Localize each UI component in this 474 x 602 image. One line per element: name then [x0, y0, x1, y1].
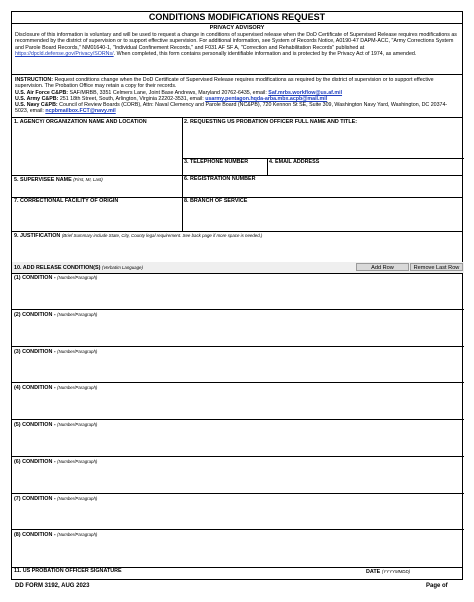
officer-signature-field[interactable] — [12, 567, 364, 581]
condition-row[interactable] — [12, 420, 464, 457]
privacy-sorn-link[interactable]: https://dpcld.defense.gov/Privacy/SORNs/ — [15, 50, 114, 57]
condition-label: (5) CONDITION - — [14, 422, 56, 428]
telephone-label: 3. TELEPHONE NUMBER — [184, 159, 249, 165]
conditions-list — [12, 273, 464, 567]
condition-label: (8) CONDITION - — [14, 532, 56, 539]
air-force-label: U.S. Air Force C&PB: — [15, 89, 69, 96]
justification-label: 9. JUSTIFICATION — [14, 233, 61, 239]
fields-grid — [12, 118, 462, 581]
condition-hint: (Number/Paragraph) — [57, 495, 98, 501]
instruction-text — [15, 77, 459, 90]
form-container — [11, 11, 463, 580]
condition-label: (6) CONDITION - — [14, 458, 56, 465]
release-conditions-title: 10. ADD RELEASE CONDITION(S) — [14, 265, 101, 271]
navy-contact — [15, 102, 459, 115]
navy-email-link[interactable]: ncpbmailbox.FCT@navy.mil — [45, 108, 116, 115]
email-field[interactable] — [267, 158, 464, 174]
condition-hint: (Number/Paragraph) — [57, 532, 98, 538]
release-conditions-hint: (Verbatim Language) — [101, 265, 143, 270]
condition-row[interactable] — [12, 273, 464, 310]
page-number: Page of — [426, 583, 448, 589]
justification-field[interactable] — [12, 231, 464, 262]
condition-hint: (Number/Paragraph) — [57, 275, 98, 280]
form-title: CONDITIONS MODIFICATIONS REQUEST — [12, 12, 462, 24]
condition-label: (1) CONDITION - — [14, 275, 56, 281]
condition-row[interactable] — [12, 457, 464, 494]
supervisee-hint: (First, MI, Last) — [73, 177, 103, 182]
release-conditions-header — [12, 262, 464, 273]
condition-label: (7) CONDITION - — [14, 495, 56, 502]
signature-label: 11. US PROBATION OFFICER SIGNATURE — [14, 568, 122, 574]
officer-name-field[interactable] — [182, 118, 464, 136]
grid-line — [182, 158, 464, 159]
agency-field[interactable] — [12, 118, 182, 174]
officer-name-label: 2. REQUESTING US PROBATION OFFICER FULL NAME AND TITLE: — [184, 119, 357, 125]
branch-label: 8. BRANCH OF SERVICE — [184, 198, 248, 204]
privacy-heading: PRIVACY ADVISORY — [209, 25, 265, 31]
privacy-text — [15, 32, 459, 57]
registration-number-field[interactable] — [182, 175, 464, 197]
add-row-button[interactable]: Add Row — [356, 263, 409, 271]
telephone-field[interactable] — [182, 158, 267, 174]
privacy-advisory — [12, 24, 462, 75]
army-email-link[interactable]: usarmy.pentagon.hqda-arba.mbx.acpb@mail.mil — [205, 95, 328, 102]
condition-hint: (Number/Paragraph) — [57, 385, 98, 391]
navy-label: U.S. Navy C&PB: — [15, 102, 58, 109]
condition-label: (2) CONDITION - — [14, 311, 56, 318]
army-address: 251 18th Street, South, Arlington, Virginia 22202-3531, email: — [58, 95, 206, 102]
condition-label: (3) CONDITION - — [14, 348, 56, 355]
date-label: DATE — [366, 569, 381, 575]
privacy-text-before: Disclosure of this information is voluntary and will be used to request a change in conditions of supervised release when the DoD Certificate of Supervised Release requires modifications as recommended by the district of supervision or to support effective supervision. For additional information, see System of Records Notice, A0190-47 DAPM-ACC, "Army Corrections System and Parole Board Records," NM01640-1, "Individual Confinement Records," and F031 AF SF A, "Correction and Rehabilitation Records" published at — [15, 32, 457, 51]
condition-row[interactable] — [12, 530, 464, 567]
condition-hint: (Number/Paragraph) — [57, 422, 98, 427]
navy-address: Council of Review Boards (CORB), Attn: Naval Clemency and Parole Board (NC&PB), 720 Kennon St SE, Suite 309, Washington Navy Yard, Washington, DC 20374-5023, email: — [15, 102, 448, 115]
justification-hint: (Brief Summary include State, City, County legal requirement. See back page if more space is needed.) — [61, 233, 263, 238]
date-field[interactable] — [364, 567, 464, 581]
branch-of-service-field[interactable] — [182, 197, 464, 231]
army-label: U.S. Army C&PB: — [15, 95, 59, 102]
privacy-text-after: . When completed, this form contains personally identifiable information and is protected by the Privacy Act of 1974, as amended. — [113, 50, 417, 57]
instruction-label: INSTRUCTION: — [15, 77, 53, 83]
email-label: 4. EMAIL ADDRESS — [269, 159, 320, 165]
condition-hint: (Number/Paragraph) — [57, 348, 98, 354]
facility-label: 7. CORRECTIONAL FACILITY OF ORIGIN — [14, 198, 119, 204]
grid-divider — [267, 158, 268, 176]
agency-label: 1. AGENCY/ ORGANIZATION NAME AND LOCATION — [14, 119, 147, 125]
date-hint: (YYYYMMDD) — [381, 569, 411, 574]
supervisee-label: 5. SUPERVISEE NAME — [14, 177, 72, 183]
form-id: DD FORM 3192, AUG 2023 — [15, 583, 90, 589]
air-force-address: SAF/MRBB, 3351 Celmers Lane, Joint Base Andrews, Maryland 20762-6435, email: — [68, 89, 269, 96]
instruction-body: Request conditions change when the DoD Certificate of Supervised Release requires modifications as required by the district of supervision or to support effective supervision. The Probation Office may retain a copy for their records. — [15, 77, 434, 90]
condition-label: (4) CONDITION - — [14, 385, 56, 392]
release-conditions-label — [12, 262, 312, 273]
condition-hint: (Number/Paragraph) — [57, 311, 98, 317]
condition-row[interactable] — [12, 347, 464, 384]
condition-hint: (Number/Paragraph) — [57, 458, 98, 464]
condition-row[interactable] — [12, 310, 464, 347]
correctional-facility-field[interactable] — [12, 197, 182, 231]
condition-row[interactable] — [12, 494, 464, 531]
remove-last-row-button[interactable]: Remove Last Row — [410, 263, 463, 271]
instruction-block — [12, 75, 462, 118]
condition-row[interactable] — [12, 383, 464, 420]
registration-label: 6. REGISTRATION NUMBER — [184, 176, 256, 182]
air-force-email-link[interactable]: Saf.mrbs.workflow@us.af.mil — [268, 89, 343, 96]
supervisee-name-field[interactable] — [12, 175, 182, 197]
